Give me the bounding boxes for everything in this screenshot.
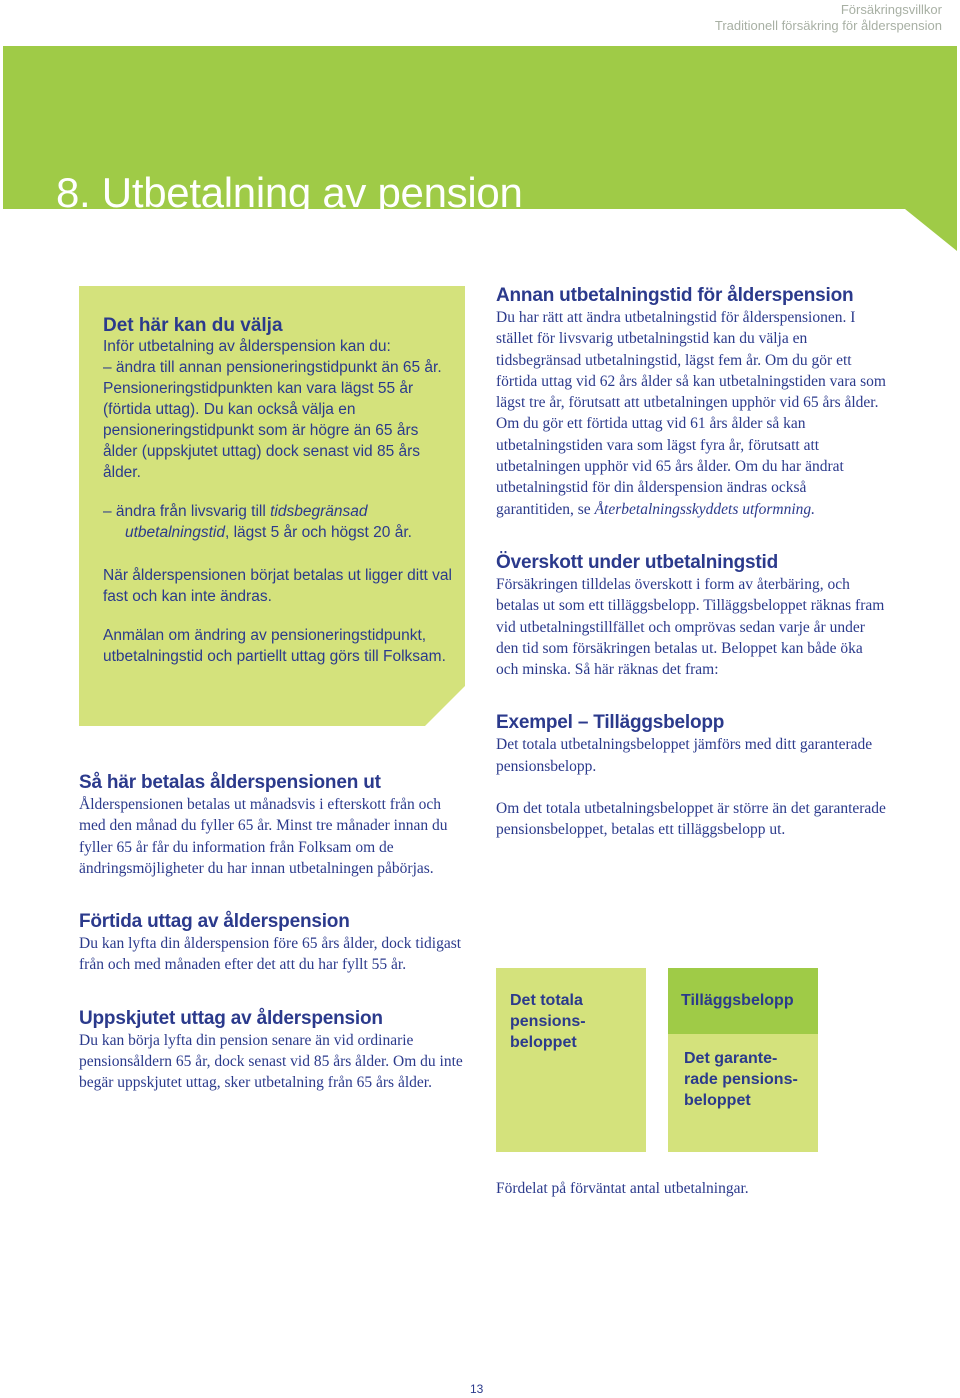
item-2-italic: tidsbegränsad utbetalningstid [125,503,368,541]
header-line-1: Försäkringsvillkor [840,2,942,17]
item-2-prefix: – ändra från livsvarig till [103,503,271,520]
header-line-2: Traditionell försäkring för ålderspension [714,18,942,33]
section-payout-period-text [496,307,886,520]
section-payout-title: Så här betalas ålderspensionen ut [79,772,381,793]
right-column [496,285,886,841]
title-banner [3,46,957,216]
item-2-suffix: , lägst 5 år och högst 20 år. [224,524,412,541]
section-early-title: Förtida uttag av ålderspension [79,911,350,933]
guaranteed-pension-label: Det garante-rade pensions-beloppet [684,1050,798,1109]
supplement-box [668,968,818,1034]
page-number: 13 [470,1382,484,1396]
section-early-text: Du kan lyfta din ålderspension före 65 års ålder, dock tidigast från och med månaden efter det att du har fyllt 55 år. [79,935,462,974]
section-surplus-title: Överskott under utbetalningstid [496,551,778,573]
section-example-text-1: Det totala utbetalningsbeloppet jämförs med ditt garanterade pensionsbelopp. [496,736,873,775]
info-box-para-1: När ålderspensionen börjat betalas ut ligger ditt val fast och kan inte ändras. [103,567,452,605]
info-box-item-2 [103,501,453,543]
info-box-notch [425,686,465,726]
info-box [79,286,465,726]
section-example [496,712,886,840]
section-early-withdrawal [79,911,471,976]
section-example-text-2: Om det totala utbetalningsbeloppet är större än det garanterade pensionsbeloppet, betalas ett tilläggsbelopp ut. [496,800,886,839]
info-box-heading: Det här kan du välja [103,315,283,336]
section-payout-period-title: Annan utbetalningstid för ålderspension [496,285,854,306]
section-surplus [496,552,886,680]
section-payout-text: Ålderspensionen betalas ut månadsvis i efterskott från och med den månad du fyller 65 år. Minst tre månader innan du fyller 65 år får du information från Folksam om de ändringsmöjligheter du har innan utbetalningen påbörjas. [79,796,448,877]
page-title: 8. Utbetalning av pension [56,169,523,216]
payout-period-reference: Återbetalningsskyddets utformning. [594,500,815,518]
info-box-para-2: Anmälan om ändring av pensioneringstidpunkt, utbetalningstid och partiellt uttag görs till Folksam. [103,627,446,665]
info-box-intro: Inför utbetalning av ålderspension kan du: [103,338,391,355]
info-box-item-1: – ändra till annan pensioneringstidpunkt än 65 år. Pensioneringstidpunkten kan vara lägst 55 år (förtida uttag). Du kan också välja en pensioneringstidpunkt som är högre än 65 års ålder (uppskjutet uttag) dock senast vid 85 års ålder. [103,359,442,481]
guaranteed-pension-box [668,1034,818,1152]
section-surplus-text: Försäkringen tilldelas överskott i form av återbäring, och betalas ut som ett tilläggsbelopp. Tilläggsbeloppet räknas fram vid utbetalningstillfället och omprövas sedan varje år under den tid som försäkringen betalas ut. Beloppet kan både öka och minska. Så här räknas det fram: [496,575,885,679]
supplement-label: Tilläggsbelopp [681,992,794,1009]
section-deferred-text: Du kan börja lyfta din pension senare än vid ordinarie pensionsåldern 65 år, dock senast vid 85 års ålder. Om du inte begär uppskjutet uttag, sker utbetalning från 65 års ålder. [79,1031,463,1092]
section-payout-period [496,285,886,520]
total-pension-box [496,968,646,1152]
diagram-note: Fördelat på förväntat antal utbetalningar. [496,1180,749,1197]
document-header [715,2,942,34]
total-pension-label: Det totala pensions-beloppet [510,992,586,1051]
left-column [79,772,471,1126]
section-example-title: Exempel – Tilläggsbelopp [496,712,725,734]
section-payout [79,772,471,879]
section-deferred-title: Uppskjutet uttag av ålderspension [79,1007,383,1029]
section-deferred-withdrawal [79,1008,471,1094]
payout-period-body: Du har rätt att ändra utbetalningstid för ålderspensionen. I stället för livsvarig utbetalningstid kan du välja en tidsbegränsad utbetalningstid, lägst fem år. Om du gör ett förtida uttag vid 62 års ålder så kan utbetalningstiden vara som lägst tre år, förutsatt att utbetalningen upphör vid 65 års ålder. Om du gör ett förtida uttag vid 61 års ålder så kan utbetalningstiden vara som lägst fyra år, förutsatt att utbetalningen upphör vid 65 års ålder. Om du har ändrat utbetalningstid för din ålderspension ändras också garantitiden, se [496,309,886,518]
info-box-content [103,316,453,667]
banner-corner-triangle [905,209,957,251]
